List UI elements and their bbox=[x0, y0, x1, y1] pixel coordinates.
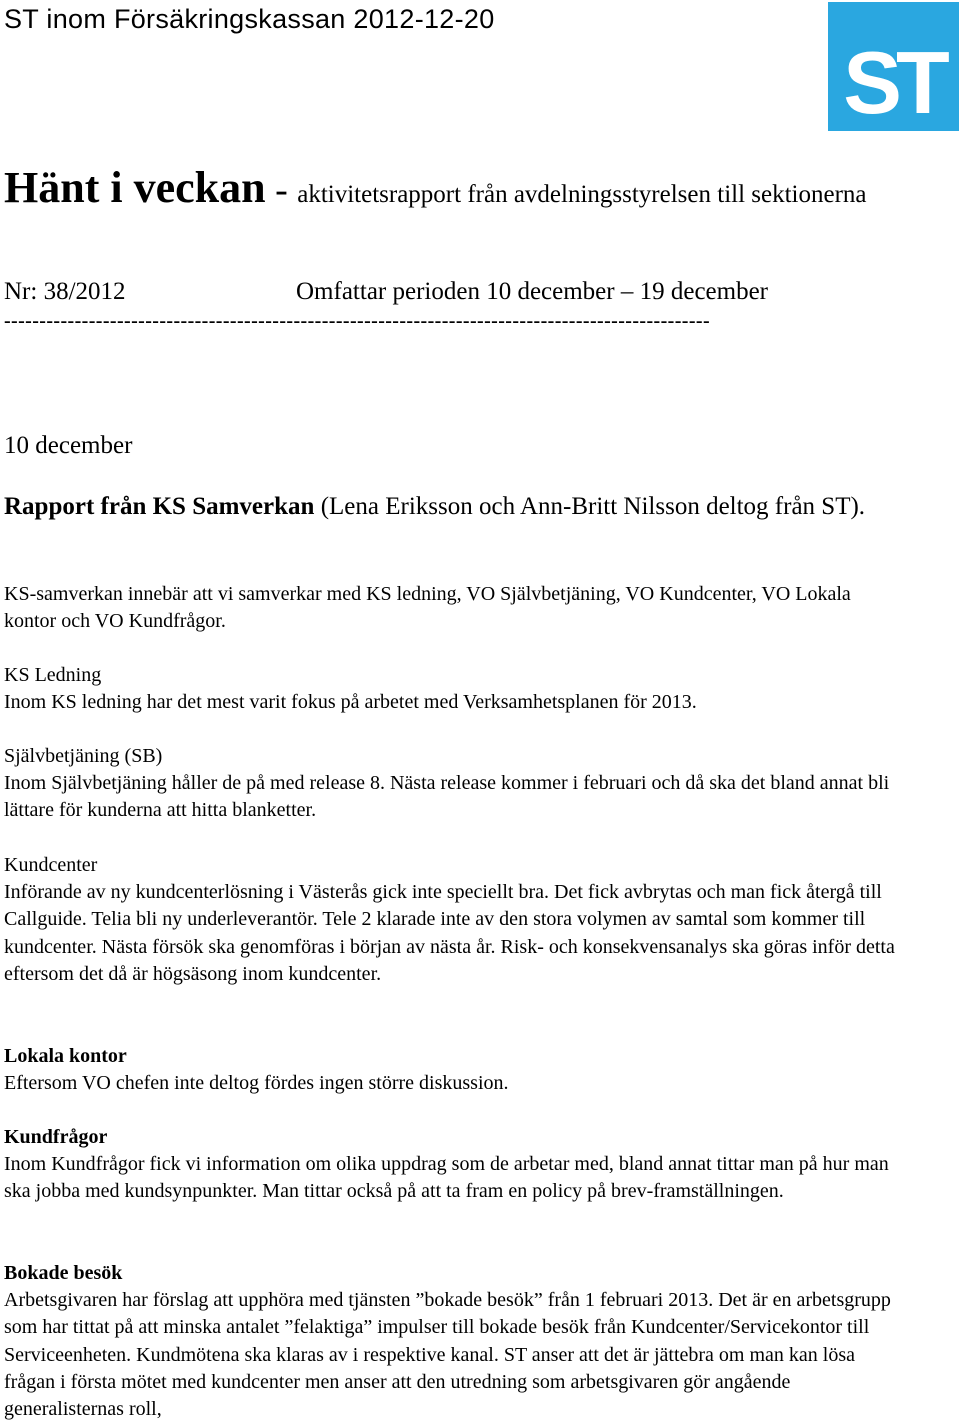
report-title bbox=[4, 491, 904, 523]
report-title-rest: (Lena Eriksson och Ann-Britt Nilsson deltog från ST). bbox=[314, 493, 866, 520]
section-heading: KS Ledning bbox=[4, 664, 102, 686]
section-text: Inom Självbetjäning håller de på med release 8. Nästa release kommer i februari och då ska det bland annat bli lättare för kunderna att hitta blanketter. bbox=[4, 772, 890, 822]
document-title bbox=[4, 162, 924, 213]
section-text: Inom Kundfrågor fick vi information om olika uppdrag som de arbetar med, bland annat tittar man på hur man ska jobba med kundsynpunkter. Man tittar också på att ta fram en policy på brev-framställningen. bbox=[4, 1153, 889, 1203]
section-heading: Kundfrågor bbox=[4, 1126, 108, 1148]
document-header: ST inom Försäkringskassan 2012-12-20 bbox=[4, 4, 495, 34]
section-sjalvbetjaning bbox=[4, 743, 904, 825]
section-bokade-besok bbox=[4, 1260, 904, 1423]
section-text: Eftersom VO chefen inte deltog fördes ingen större diskussion. bbox=[4, 1072, 509, 1095]
report-title-bold: Rapport från KS Samverkan bbox=[4, 493, 315, 520]
title-main: Hänt i veckan bbox=[4, 163, 266, 212]
section-heading: Bokade besök bbox=[4, 1262, 123, 1284]
issue-period: Omfattar perioden 10 december – 19 december bbox=[296, 278, 769, 305]
dashed-divider: ---------------------------------------------------------------------------------------------------- bbox=[4, 310, 711, 332]
section-text: Införande av ny kundcenterlösning i Västerås gick inte speciellt bra. Det fick avbrytas och man fick återgå till Callguide. Telia bli ny underleverantör. Tele 2 klarade inte av den stora volymen av samtal som kommer till kundcenter. Nästa försök ska genomföras i början av nästa år. Risk- och konsekvensanalys ska göras inför detta eftersom det då är högsäsong inom kundcenter. bbox=[4, 881, 895, 985]
entry-date: 10 december bbox=[4, 432, 133, 459]
st-logo bbox=[828, 2, 959, 131]
title-dash: - bbox=[265, 169, 298, 211]
intro-paragraph: KS-samverkan innebär att vi samverkar med KS ledning, VO Självbetjäning, VO Kundcenter, VO Lokala kontor och VO Kundfrågor. bbox=[4, 583, 851, 633]
title-subtitle: aktivitetsrapport från avdelningsstyrelsen till sektionerna bbox=[297, 181, 867, 208]
section-heading: Självbetjäning (SB) bbox=[4, 745, 163, 767]
section-text: Inom KS ledning har det mest varit fokus på arbetet med Verksamhetsplanen för 2013. bbox=[4, 691, 697, 714]
section-kundcenter bbox=[4, 852, 904, 988]
section-heading: Lokala kontor bbox=[4, 1045, 127, 1067]
section-lokala-kontor bbox=[4, 1043, 904, 1097]
st-logo-text: ST bbox=[843, 33, 944, 132]
issue-number: Nr: 38/2012 bbox=[4, 278, 126, 305]
section-text: Arbetsgivaren har förslag att upphöra med tjänsten ”bokade besök” från 1 februari 2013. Det är en arbetsgrupp som har tittat på att minska antalet ”felaktiga” impulser till bokade besök från Kundcenter/Servicekontor till Serviceenheten. Kundmötena ska klaras av i respektive kanal. ST anser att det är jättebra om man kan lösa frågan i första mötet med kundcenter men anser att den utredning som arbetsgivaren gör angående generalisternas roll, bbox=[4, 1289, 891, 1421]
section-heading: Kundcenter bbox=[4, 854, 98, 876]
section-kundfragor bbox=[4, 1124, 904, 1206]
section-ks-ledning bbox=[4, 662, 904, 716]
